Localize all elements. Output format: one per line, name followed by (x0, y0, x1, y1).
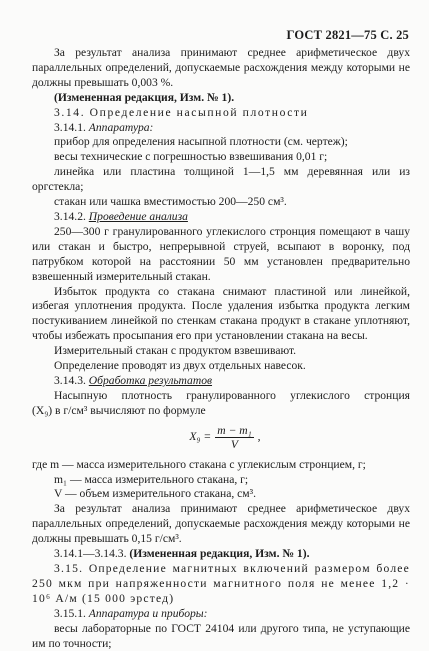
formula-intro-line2: (X₉) в г/см³ вычисляют по формуле (32, 403, 206, 417)
section-3-14-heading: 3.14. Определение насыпной плотности (54, 105, 309, 119)
amendment-note: (Измененная редакция, Изм. № 1). (54, 90, 235, 104)
formula-tail: , (257, 430, 261, 444)
formula-fraction (215, 424, 253, 451)
section-number: 3.15.1. (54, 606, 86, 620)
equipment-item: прибор для определения насыпной плотности (см. чертеж); (54, 135, 348, 149)
section-3-15-1 (32, 607, 410, 622)
procedure-paragraph: Измерительный стакан с продуктом взвешивают. (54, 344, 297, 358)
equipment-item: стакан или чашка вместимостью 200—250 см³. (54, 195, 287, 209)
paragraph-result: За результат анализа принимают среднее арифметическое двух параллельных определений, допускаемые расхождения между которыми не должны превышать 0,003 %. (32, 46, 410, 89)
section-3-14-3 (32, 374, 410, 389)
procedure-paragraph: 250—300 г гранулированного углекислого стронция помещают в чашу или стакан и быстро, непрерывной струей, всыпают в воронку, под патрубком которой на расстоянии 50 мм установлен предварительно взвешенный измерительный стакан. (32, 224, 410, 283)
section-3-14-2 (32, 210, 410, 225)
density-formula (40, 420, 410, 456)
section-3-14-1 (32, 121, 410, 136)
section-title: Аппаратура: (88, 120, 154, 134)
equipment-item: весы технические с погрешностью взвешивания 0,01 г; (54, 150, 328, 164)
section-number: 3.14.2. (54, 209, 86, 223)
equipment-item: линейка или пластина толщиной 1—1,5 мм деревянная или из оргстекла; (32, 165, 410, 194)
page-content (32, 46, 410, 651)
equipment-item: весы лабораторные по ГОСТ 24104 или другого типа, не уступающие им по точности; (32, 621, 410, 650)
paragraph-result-2: За результат анализа принимают среднее арифметическое двух параллельных определений, допускаемые расхождения между которыми не должны превышать 0,15 г/см³. (32, 502, 410, 546)
section-number: 3.14.3. (54, 373, 86, 387)
where-label: где (32, 457, 48, 471)
variable-definition: V — объем измерительного стакана, см³. (54, 487, 256, 501)
section-3-15-heading: 3.15. Определение магнитных включений размером более 250 мкм при напряженности магнитного поля не менее 1,2 · 10⁶ А/м (15 000 эрстед) (32, 562, 410, 605)
section-number: 3.14.1. (54, 120, 86, 134)
formula-lhs: X₉ = (189, 430, 212, 444)
amendment-text: (Измененная редакция, Изм. № 1). (129, 547, 310, 561)
variable-definition: m — масса измерительного стакана с углекислым стронцием, г; (50, 457, 366, 471)
section-title: Аппаратура и приборы: (88, 606, 208, 620)
section-title: Обработка результатов (88, 373, 213, 387)
formula-denominator: V (230, 438, 239, 452)
variable-definition: m₁ — масса измерительного стакана, г; (54, 472, 249, 486)
formula-numerator: m − m₁ (217, 424, 252, 438)
procedure-paragraph: Избыток продукта со стакана снимают пластиной или линейкой, избегая уплотнения продукта. После удаления избытка продукта легким постукиванием линейкой по стенкам стакана продукт в стакане уплотняют, чтобы избежать просыпания его при установлении стакана на весы. (32, 284, 410, 343)
page-header: ГОСТ 2821—75 С. 25 (286, 28, 409, 42)
formula-intro-line1: Насыпную плотность гранулированного углекислого стронция (54, 388, 410, 402)
procedure-paragraph: Определение проводят из двух отдельных навесок. (54, 359, 306, 373)
where-line (32, 458, 410, 473)
section-range: 3.14.1—3.14.3. (54, 547, 127, 561)
amendment-note-2 (32, 547, 410, 562)
section-title: Проведение анализа (88, 209, 188, 223)
